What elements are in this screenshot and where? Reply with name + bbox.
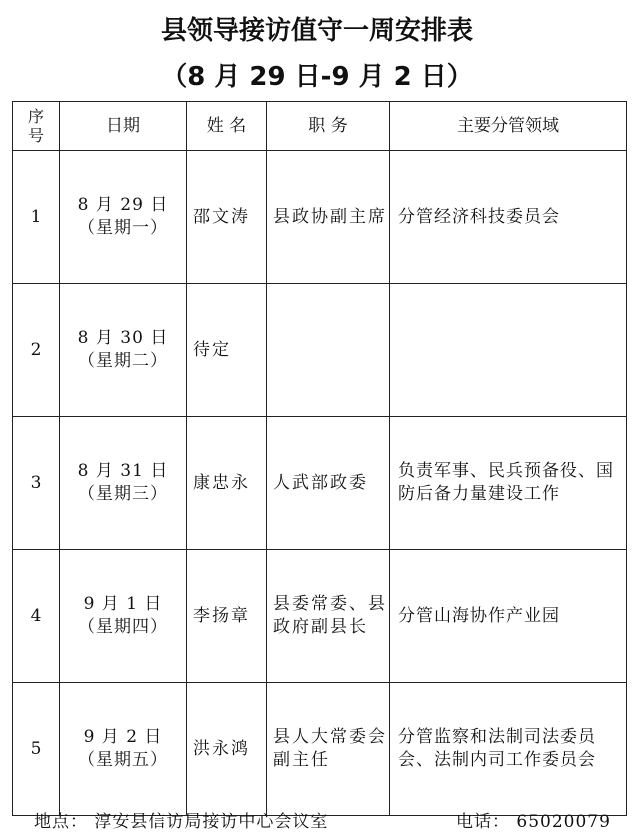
row-name: 待定	[187, 284, 267, 417]
page-title: 县领导接访值守一周安排表	[160, 16, 473, 46]
row-number: 2	[13, 284, 60, 417]
row-post: 县委常委、县政府副县长	[267, 550, 390, 683]
row-name: 洪永鸿	[187, 683, 267, 816]
table-row	[13, 683, 627, 816]
date-range-subtitle: （8 月 29 日-9 月 2 日）	[161, 62, 473, 92]
row-date: 8 月 29 日 （星期一）	[60, 151, 187, 284]
duty-schedule-table	[12, 101, 627, 816]
header-date: 日期	[60, 102, 187, 151]
row-post: 县人大常委会副主任	[267, 683, 390, 816]
row-number: 1	[13, 151, 60, 284]
header-name: 姓 名	[187, 102, 267, 151]
table-row	[13, 550, 627, 683]
table-row	[13, 417, 627, 550]
row-date: 8 月 30 日 （星期二）	[60, 284, 187, 417]
row-post	[267, 284, 390, 417]
row-name: 李扬章	[187, 550, 267, 683]
footer-location: 地点： 淳安县信访局接访中心会议室	[34, 812, 329, 832]
header-post: 职 务	[267, 102, 390, 151]
table-header-row	[13, 102, 627, 151]
row-name: 邵文涛	[187, 151, 267, 284]
row-area: 分管山海协作产业园	[390, 550, 627, 683]
row-post: 人武部政委	[267, 417, 390, 550]
row-date: 9 月 1 日 （星期四）	[60, 550, 187, 683]
table-row	[13, 284, 627, 417]
row-date: 8 月 31 日 （星期三）	[60, 417, 187, 550]
row-area: 分管监察和法制司法委员会、法制内司工作委员会	[390, 683, 627, 816]
footer-phone: 电话： 65020079	[456, 812, 611, 832]
row-post: 县政协副主席	[267, 151, 390, 284]
header-seq: 序 号	[13, 102, 60, 151]
row-number: 3	[13, 417, 60, 550]
row-date: 9 月 2 日 （星期五）	[60, 683, 187, 816]
header-area: 主要分管领域	[390, 102, 627, 151]
row-number: 4	[13, 550, 60, 683]
row-number: 5	[13, 683, 60, 816]
row-area	[390, 284, 627, 417]
row-area: 分管经济科技委员会	[390, 151, 627, 284]
table-row	[13, 151, 627, 284]
row-name: 康忠永	[187, 417, 267, 550]
row-area: 负责军事、民兵预备役、国防后备力量建设工作	[390, 417, 627, 550]
